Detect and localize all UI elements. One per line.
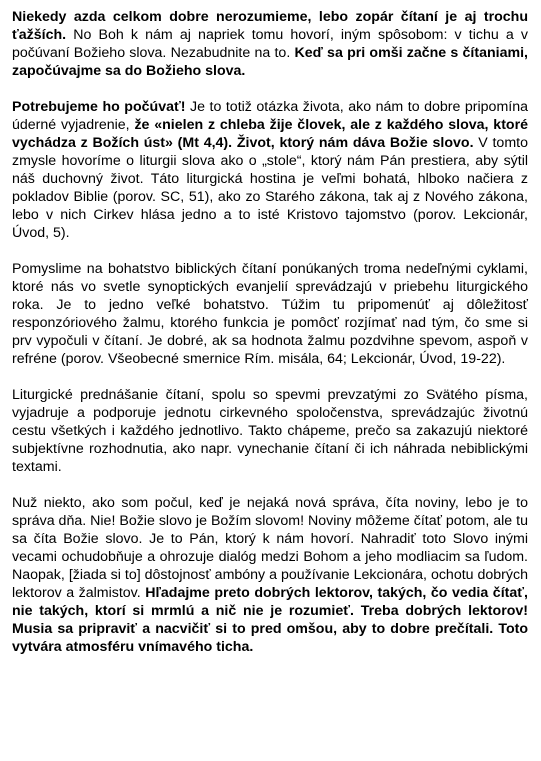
paragraph-5: [12, 494, 528, 656]
text-segment-bold: Potrebujeme ho počúvať!: [12, 99, 186, 115]
paragraph-4: [12, 386, 528, 476]
text-segment: V tomto zmysle hovoríme o liturgii slova ako o „stole“, ktorý nám Pán prestiera, aby sýtil náš duchovný život. Táto liturgická hostina je veľmi bohatá, hlboko načiera z pokladov Biblie (porov. SC, 51), ako zo Starého zákona, tak aj z Nového zákona, lebo v nich Cirkev hlása jedno a to isté Kristovo tajomstvo (porov. Lekcionár, Úvod, 5).: [12, 135, 528, 241]
document-page: [12, 8, 528, 656]
text-segment-bold: že «nielen z chleba žije človek, ale z každého slova, ktoré vychádza z Božích úst» (Mt 4,4). Život, ktorý nám dáva Božie slovo.: [12, 117, 529, 151]
text-segment: Pomyslime na bohatstvo biblických čítaní ponúkaných troma nedeľnými cyklami, ktoré nás vo svetle synoptických evanjelií sprevádzajú v priebehu liturgického roka. Je to jedno veľké bohatstvo. Túžim tu pripomenúť aj dôležitosť responzóriového žalmu, ktorého funkcia je pomôcť rozjímať nad tým, čo sme si prv vypočuli v čítaní. Je dobré, ak sa hodnota žalmu pozdvihne spevom, aspoň v refréne (porov. Všeobecné smernice Rím. misála, 64; Lekcionár, Úvod, 19-22).: [12, 261, 528, 367]
text-segment: Je to totiž otázka života, ako nám to dobre pripomína úderné vyjadrenie,: [12, 99, 528, 133]
text-segment: Liturgické prednášanie čítaní, spolu so spevmi prevzatými zo Svätého písma, vyjadruje a podporuje jednotu cirkevného spoločenstva, sprevádzajúc životnú cestu všetkých i každého jednotlivo. Takto chápeme, prečo sa zakazujú niektoré subjektívne rozhodnutia, ako napr. vynechanie čítaní či ich náhrada nebiblickými textami.: [12, 387, 528, 475]
text-segment-bold: Niekedy azda celkom dobre nerozumieme, lebo zopár čítaní je aj trochu ťažších.: [12, 9, 528, 43]
text-segment: Nuž niekto, ako som počul, keď je nejaká nová správa, číta noviny, lebo je to správa dňa. Nie! Božie slovo je Božím slovom! Noviny môžeme čítať potom, ale tu sa číta Božie slovo. Je to Pán, ktorý k nám hovorí. Nahradiť toto Slovo inými vecami ochudobňuje a ohrozuje dialóg medzi Bohom a jeho modliacim sa ľudom. Naopak, [žiada si to] dôstojnosť ambóny a používanie Lekcionára, ochotu dobrých lektorov a žalmistov.: [12, 495, 528, 601]
paragraph-3: [12, 260, 528, 368]
text-segment-bold: Keď sa pri omši začne s čítaniami, započúvajme sa do Božieho slova.: [12, 45, 528, 79]
text-segment-bold: Hľadajme preto dobrých lektorov, takých, čo vedia čítať, nie takých, ktorí si mrmlú a nič nie je rozumieť. Treba dobrých lektorov! Musia sa pripraviť a nacvičiť si to pred omšou, aby to dobre prečítali. Toto vytvára atmosféru vnímavého ticha.: [12, 585, 528, 655]
paragraph-1: [12, 8, 528, 80]
paragraph-2: [12, 98, 528, 242]
text-segment: No Boh k nám aj napriek tomu hovorí, iným spôsobom: v tichu a v počúvaní Božieho slova. Nezabudnite na to.: [12, 27, 528, 61]
